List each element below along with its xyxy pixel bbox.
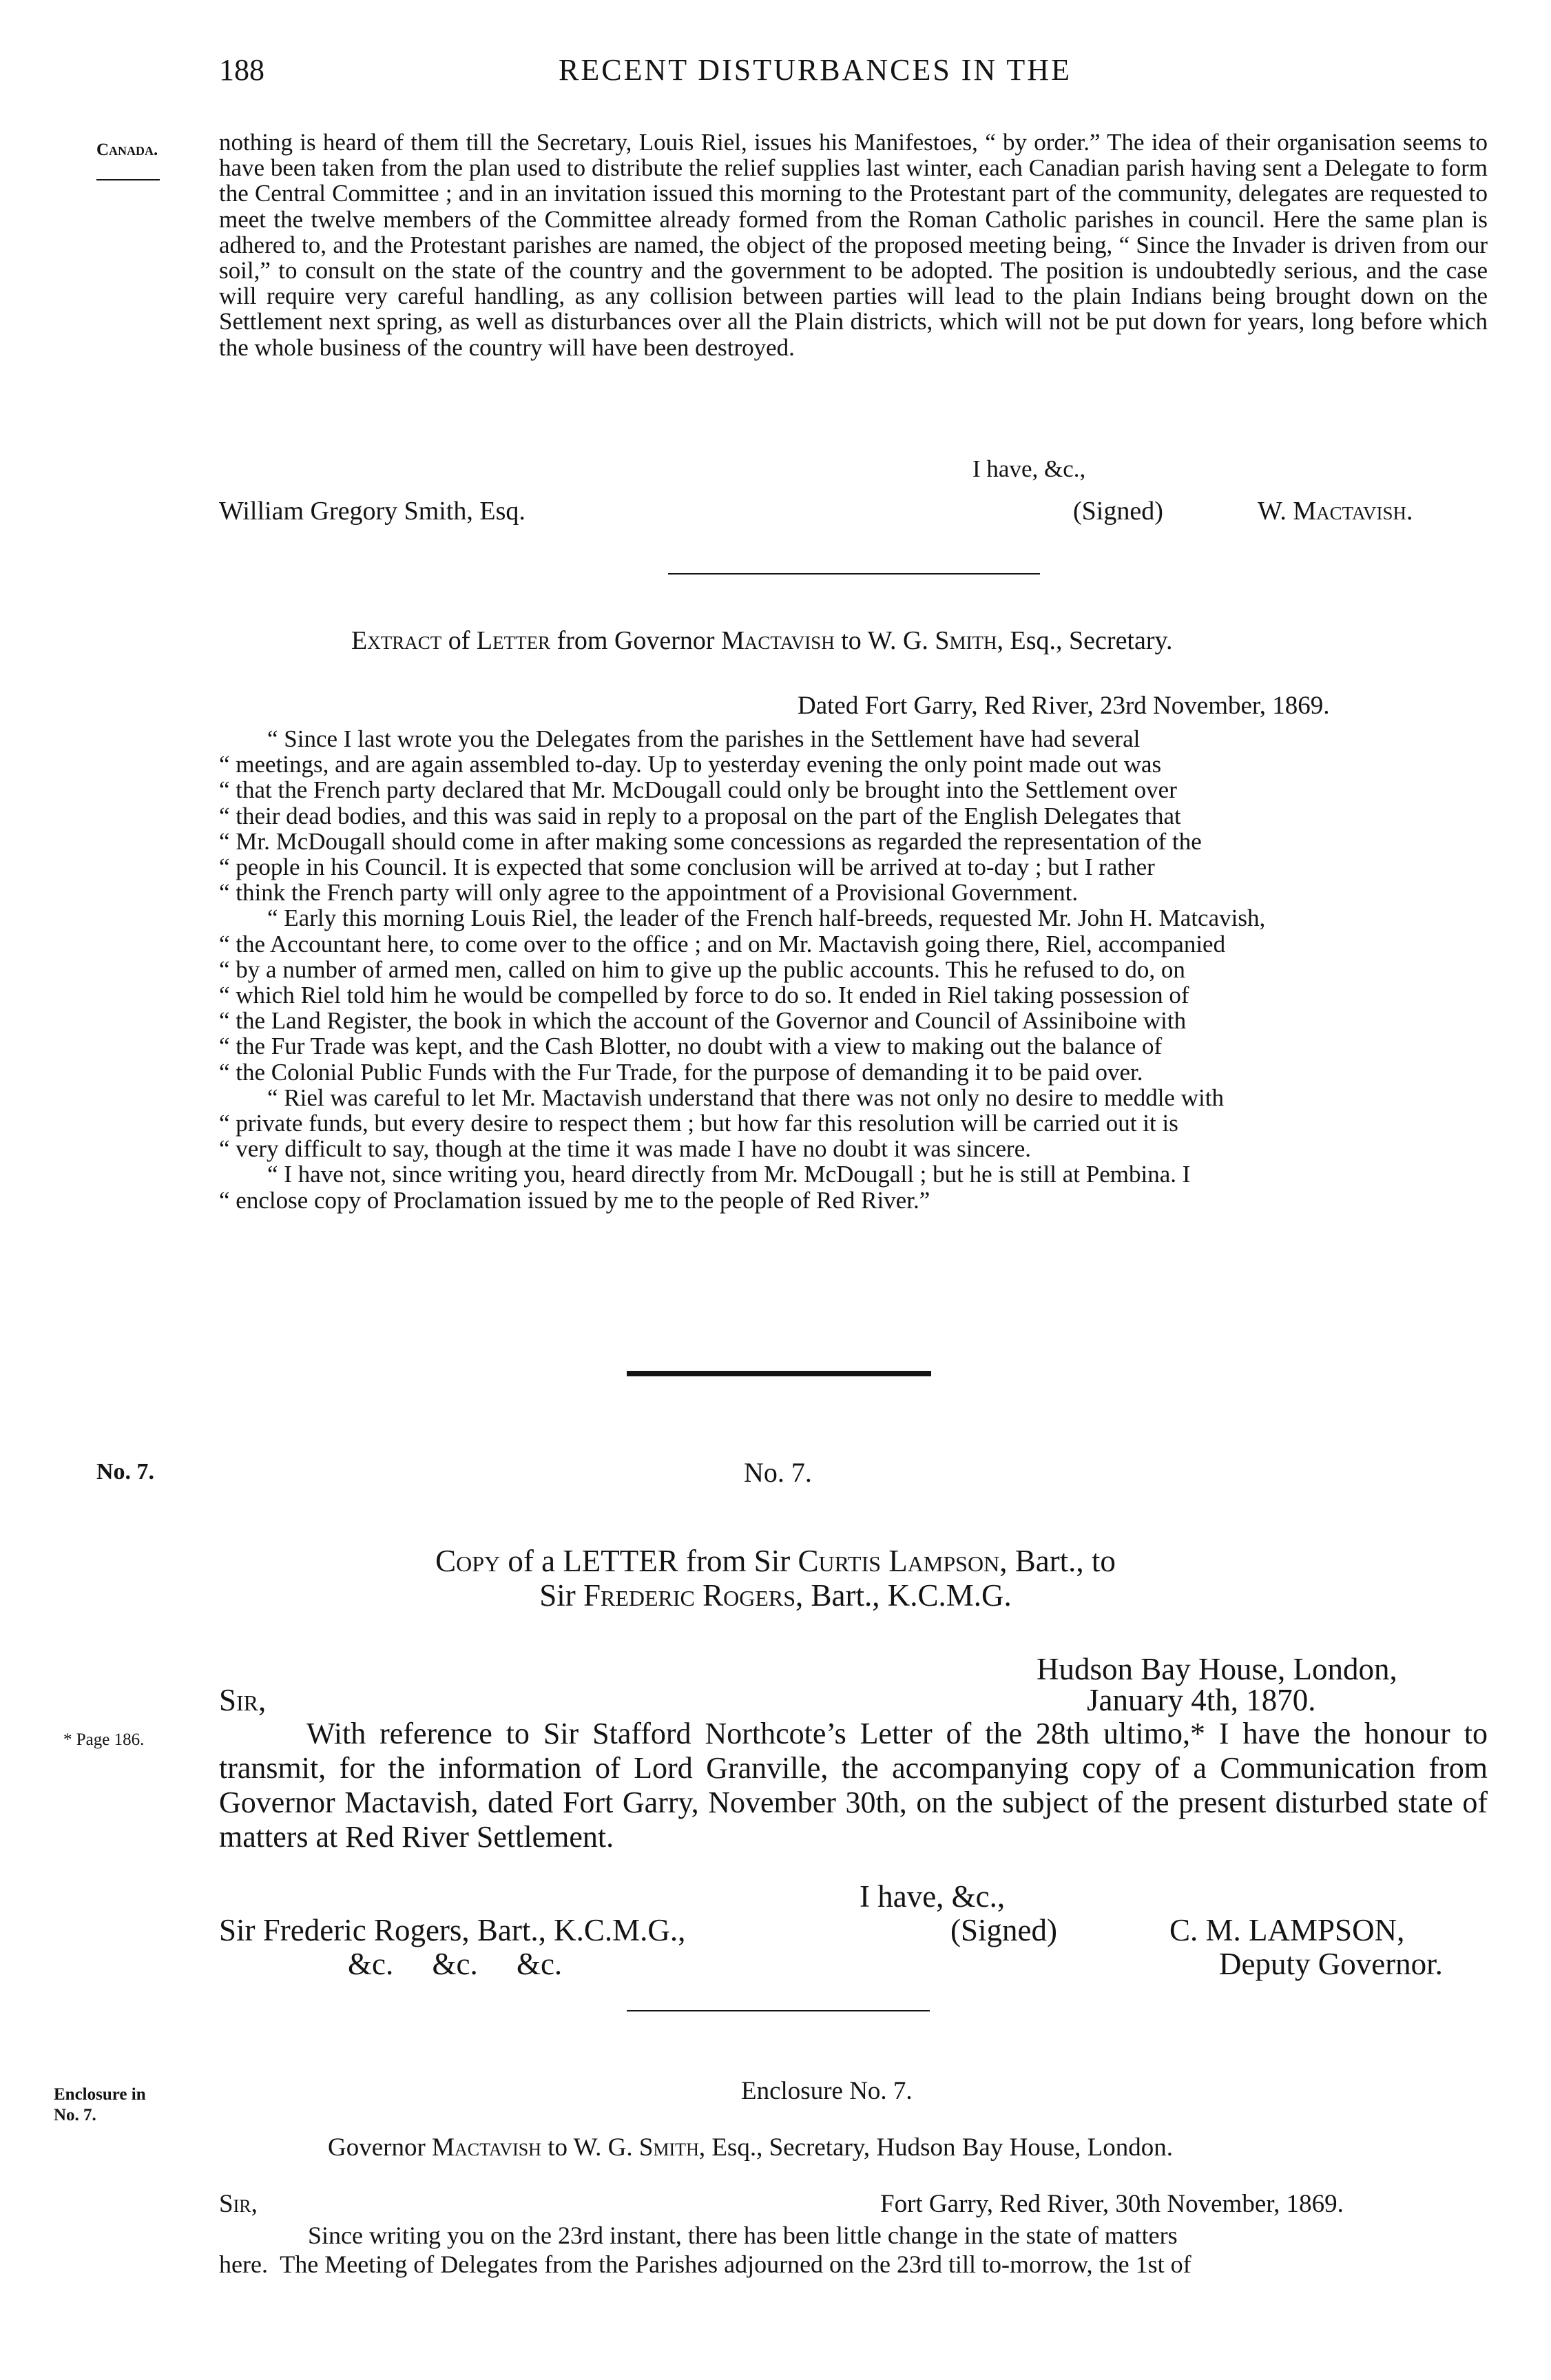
extract-dated: Dated Fort Garry, Red River, 23rd November, 1869. <box>798 692 1330 720</box>
quote-line: “ people in his Council. It is expected that some conclusion will be arrived at to-day ; but I rather <box>219 853 1155 881</box>
enclosure-line-1: Since writing you on the 23rd instant, there has been little change in the state of matters <box>308 2222 1178 2249</box>
signature: C. M. LAMPSON, <box>1169 1913 1405 1947</box>
enclosure-dated: Fort Garry, Red River, 30th November, 1869. <box>880 2190 1344 2218</box>
quote-line: “ private funds, but every desire to respect them ; but how far this resolution will be carried out it is <box>219 1110 1178 1137</box>
quote-line: “ their dead bodies, and this was said in reply to a proposal on the part of the English Delegates that <box>219 802 1181 829</box>
quote-line: “ by a number of armed men, called on him to give up the public accounts. This he refused to do, on <box>219 955 1185 983</box>
quote-line: “ Since I last wrote you the Delegates from the parishes in the Settlement have had several <box>267 725 1141 752</box>
title-word: Curtis Lampson <box>798 1544 1000 1578</box>
quote-line: “ I have not, since writing you, heard directly from Mr. McDougall ; but he is still at Pembina. I <box>267 1161 1191 1188</box>
enclosure-salutation: Sir, <box>219 2190 258 2218</box>
quote-para-4 <box>219 1161 1265 1212</box>
heavy-divider-rule <box>627 1371 931 1376</box>
extract-title <box>351 625 1173 656</box>
address-line-1: Hudson Bay House, London, <box>1037 1652 1397 1686</box>
quote-line: “ Mr. McDougall should come in after making some concessions as regarded the representation of the <box>219 827 1202 855</box>
title-word: of <box>441 626 477 655</box>
title-word: Mactavish <box>721 626 835 655</box>
title-word: Copy <box>435 1544 501 1578</box>
quote-line: “ the Land Register, the book in which the account of the Governor and Council of Assiniboine with <box>219 1007 1187 1035</box>
letter-paragraph <box>219 130 1488 360</box>
enclosure-subtitle <box>328 2133 1173 2162</box>
quote-line: “ Riel was careful to let Mr. Mactavish understand that there was not only no desire to meddle with <box>267 1084 1224 1111</box>
title-word: Letter <box>476 626 551 655</box>
quote-line: “ which Riel told him he would be compelled by force to do so. It ended in Riel taking possession of <box>219 982 1189 1009</box>
closing-line: I have, &c., <box>860 1879 1006 1914</box>
margin-note-enclosure: Enclosure in <box>54 2085 146 2104</box>
title-word: of a LETTER from Sir <box>500 1544 798 1578</box>
signed-label: (Signed) <box>950 1913 1057 1947</box>
page-number: 188 <box>219 53 264 87</box>
title-word: , Bart., K.C.M.G. <box>795 1578 1012 1613</box>
signed-label: (Signed) <box>1073 497 1163 526</box>
margin-dash <box>96 179 160 180</box>
divider-rule <box>668 573 1040 575</box>
quote-para-1 <box>219 726 1265 905</box>
quote-line: “ enclose copy of Proclamation issued by me to the people of Red River.” <box>219 1186 930 1214</box>
subtitle-word: Smith <box>638 2133 699 2162</box>
quote-line: “ that the French party declared that Mr. McDougall could only be brought into the Settlement over <box>219 776 1177 804</box>
letter-body: With reference to Sir Stafford Northcote’s Letter of the 28th ultimo,* I have the honour to transmit, for the information of Lord Granville, the accompanying copy of a Communication from Governor Mactavish, dated Fort Garry, November 30th, on the subject of the present disturbed state of matters at Red River Settlement. <box>219 1717 1488 1854</box>
extract-quote <box>219 726 1265 1213</box>
title-word: Extract <box>351 626 442 655</box>
running-head: RECENT DISTURBANCES IN THE <box>559 53 1072 87</box>
title-word: Frederic Rogers <box>583 1578 796 1613</box>
enclosure-line-2: here. The Meeting of Delegates from the Parishes adjourned on the 23rd till to-morrow, the 1st of <box>219 2250 1191 2278</box>
margin-note-no7: No. 7. <box>96 1459 155 1484</box>
margin-note-canada: Canada. <box>96 141 158 159</box>
quote-line: “ very difficult to say, though at the time it was made I have no doubt it was sincere. <box>219 1135 1031 1163</box>
quote-para-2 <box>219 905 1265 1084</box>
quote-line: “ the Colonial Public Funds with the Fur Trade, for the purpose of demanding it to be paid over. <box>219 1058 1143 1086</box>
closing-line: I have, &c., <box>972 455 1086 482</box>
addressee-etc: &c. &c. &c. <box>348 1947 563 1981</box>
quote-para-3 <box>219 1085 1265 1162</box>
title-word: Smith <box>935 626 997 655</box>
quote-line: “ meetings, and are again assembled to-day. Up to yesterday evening the only point made out was <box>219 751 1162 778</box>
subtitle-word: Mactavish <box>432 2133 541 2162</box>
title-word: , Esq., Secretary. <box>997 626 1173 655</box>
paragraph-text: nothing is heard of them till the Secretary, Louis Riel, issues his Manifestoes, “ by order.” The idea of their organisation seems to have been taken from the plan used to distribute the relief supplies last winter, each Canadian parish having sent a Delegate to form the Central Committee ; and in an invitation issued this morning to the Protestant part of the community, delegates are requested to meet the twelve members of the Committee already formed from the Roman Catholic parishes in council. Here the same plan is adhered to, and the Protestant parishes are named, the object of the proposed meeting being, “ Since the Invader is driven from our soil,” to consult on the state of the country and the government to be adopted. The position is undoubtedly serious, and the case will require very careful handling, as any collision between parties will lead to the plain Indians being brought down on the Settlement next spring, as well as disturbances over all the Plain districts, which will not be put down for years, long before which the whole business of the country will have been destroyed. <box>219 129 1488 361</box>
subtitle-word: , Esq., Secretary, Hudson Bay House, London. <box>698 2133 1173 2162</box>
letter-title-line1 <box>0 1543 1551 1579</box>
divider-rule <box>627 2010 930 2011</box>
letter-title-line2 <box>0 1577 1551 1613</box>
address-line-2: January 4th, 1870. <box>1087 1683 1316 1717</box>
addressee: William Gregory Smith, Esq. <box>219 497 525 526</box>
quote-line: “ the Fur Trade was kept, and the Cash Blotter, no doubt with a view to making out the balance of <box>219 1033 1163 1060</box>
margin-note-page-ref: * Page 186. <box>63 1730 145 1749</box>
subtitle-word: to W. G. <box>541 2133 639 2162</box>
quote-line: “ Early this morning Louis Riel, the leader of the French half-breeds, requested Mr. John H. Matcavish, <box>267 904 1266 932</box>
salutation: Sir, <box>219 1683 267 1717</box>
addressee: Sir Frederic Rogers, Bart., K.C.M.G., <box>219 1913 686 1947</box>
signature-title: Deputy Governor. <box>1219 1947 1443 1981</box>
title-word: from Governor <box>550 626 722 655</box>
title-word: , Bart., to <box>999 1544 1116 1578</box>
title-word: to W. G. <box>834 626 935 655</box>
signature: W. Mactavish. <box>1258 497 1413 526</box>
title-word: Sir <box>539 1578 583 1613</box>
margin-note-enclosure-no: No. 7. <box>54 2106 96 2124</box>
subtitle-word: Governor <box>328 2133 433 2162</box>
quote-line: “ think the French party will only agree to the appointment of a Provisional Government. <box>219 879 1079 907</box>
quote-line: “ the Accountant here, to come over to the office ; and on Mr. Mactavish going there, Riel, accompanied <box>219 930 1226 958</box>
enclosure-title: Enclosure No. 7. <box>741 2077 913 2105</box>
letter-number: No. 7. <box>744 1457 812 1488</box>
